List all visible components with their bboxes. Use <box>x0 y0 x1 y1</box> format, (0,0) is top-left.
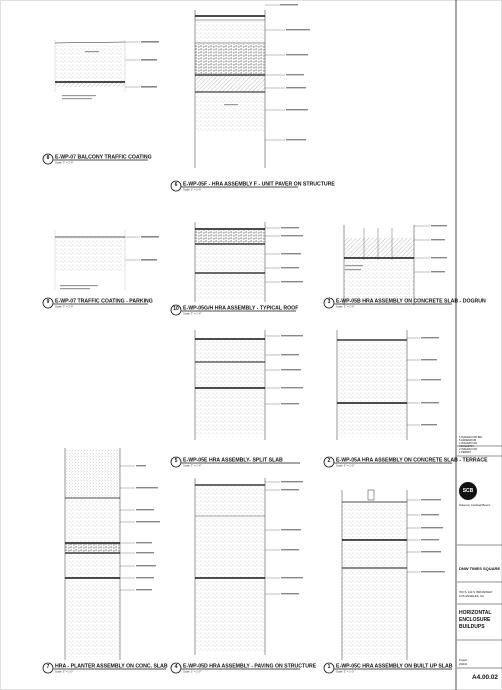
detail-split-slab <box>195 330 303 440</box>
detail-title: E-WP-05A HRA ASSEMBLY ON CONCRETE SLAB - TERRACE <box>336 457 488 464</box>
detail-scale: Scale: 3" = 1'-0" <box>55 305 74 309</box>
sheet-number: A4.00.02 <box>472 674 498 681</box>
detail-title: E-WP-07 BALCONY TRAFFIC COATING <box>55 154 152 161</box>
detail-scale: Scale: 3" = 1'-0" <box>183 188 202 192</box>
project-name: DNW TIMES SQUARE <box>459 566 501 571</box>
detail-number: 2 <box>327 458 331 464</box>
detail-label-9 <box>171 663 317 674</box>
detail-scale: Scale: 3" = 1'-0" <box>55 670 74 674</box>
firm-logo <box>459 482 477 500</box>
detail-title: E-WP-05G/H HRA ASSEMBLY - TYPICAL ROOF <box>183 305 299 312</box>
detail-scale: Scale: 3" = 1'-0" <box>183 670 202 674</box>
detail-built-up-slab <box>342 490 445 660</box>
detail-balcony-traffic-coating <box>55 40 159 99</box>
revision-entry: 1 PERMIT <box>459 451 471 454</box>
detail-title: HRA - PLANTER ASSEMBLY ON CONC. SLAB <box>55 663 168 670</box>
revision-entry: 3 BULLETIN <box>459 445 474 448</box>
detail-number: 6 <box>174 182 178 188</box>
detail-title: E-WP-05C HRA ASSEMBLY ON BUILT UP SLAB <box>336 663 453 670</box>
detail-scale: Scale: 3" = 1'-0" <box>55 161 74 165</box>
detail-label-10 <box>324 663 453 674</box>
detail-traffic-coating-parking <box>55 230 159 290</box>
detail-paving-on-structure <box>195 478 303 655</box>
revision-entry: 2 ISSUED FOR <box>459 448 478 451</box>
detail-number: 4 <box>174 664 178 670</box>
project-number: 201101 <box>459 663 468 666</box>
detail-number: 8 <box>46 155 50 161</box>
detail-typical-roof <box>195 222 303 302</box>
detail-terrace <box>337 330 441 440</box>
detail-title: E-WP-05D HRA ASSEMBLY - PAVING ON STRUCTURE <box>183 663 317 670</box>
revision-entry: 5 ADDENDUM <box>459 439 477 442</box>
detail-scale: Scale: 3" = 1'-0" <box>183 312 202 316</box>
logo-text: SCB <box>462 488 474 494</box>
revision-list <box>459 435 482 454</box>
sheet-title-line: ENCLOSURE <box>459 617 491 623</box>
detail-scale: Scale: 3" = 1'-0" <box>336 305 355 309</box>
detail-number: 1 <box>327 664 331 670</box>
detail-dogrun <box>344 225 447 305</box>
detail-scale: Scale: 3" = 1'-0" <box>183 464 202 468</box>
detail-number: 3 <box>327 299 331 305</box>
firm-name: Solomon Cordwell Buenz <box>459 503 491 507</box>
detail-title: E-WP-07 TRAFFIC COATING - PARKING <box>55 298 153 305</box>
revision-entry: 4 ISSUED FOR <box>459 442 478 445</box>
detail-scale: Scale: 3" = 1'-0" <box>336 464 355 468</box>
address-line: LOS ANGELES, CA <box>459 594 484 598</box>
detail-label-5 <box>324 298 486 309</box>
detail-title: E-WP-05E HRA ASSEMBLY- SPLIT SLAB <box>183 457 283 464</box>
sheet-title-line: HORIZONTAL <box>459 610 492 616</box>
detail-planter <box>65 448 160 660</box>
address-line: 700 S. 110 S. BROADWAY <box>459 590 493 594</box>
detail-label-3 <box>43 298 153 309</box>
detail-title: E-WP-05B HRA ASSEMBLY ON CONCRETE SLAB - DOGRUN <box>336 298 486 305</box>
detail-scale: Scale: 3" = 1'-0" <box>336 670 355 674</box>
detail-label-4 <box>171 305 298 316</box>
detail-number: 9 <box>46 299 50 305</box>
detail-unit-paver <box>195 4 310 168</box>
detail-label-6 <box>171 457 300 468</box>
detail-number: 5 <box>174 458 178 464</box>
detail-label-8 <box>43 663 168 674</box>
sheet-title-line: BUILDUPS <box>459 624 485 630</box>
detail-number: 10 <box>173 306 179 312</box>
detail-title: E-WP-05F - HRA ASSEMBLY F - UNIT PAVER ON STRUCTURE <box>183 181 335 188</box>
detail-label-2 <box>171 181 335 192</box>
detail-label-1 <box>43 154 152 165</box>
detail-number: 7 <box>46 664 50 670</box>
title-block <box>457 435 502 681</box>
detail-label-7 <box>324 457 488 468</box>
project-number-label: Project <box>459 659 468 662</box>
revision-entry: 6 ISSUED FOR BID <box>459 436 483 439</box>
